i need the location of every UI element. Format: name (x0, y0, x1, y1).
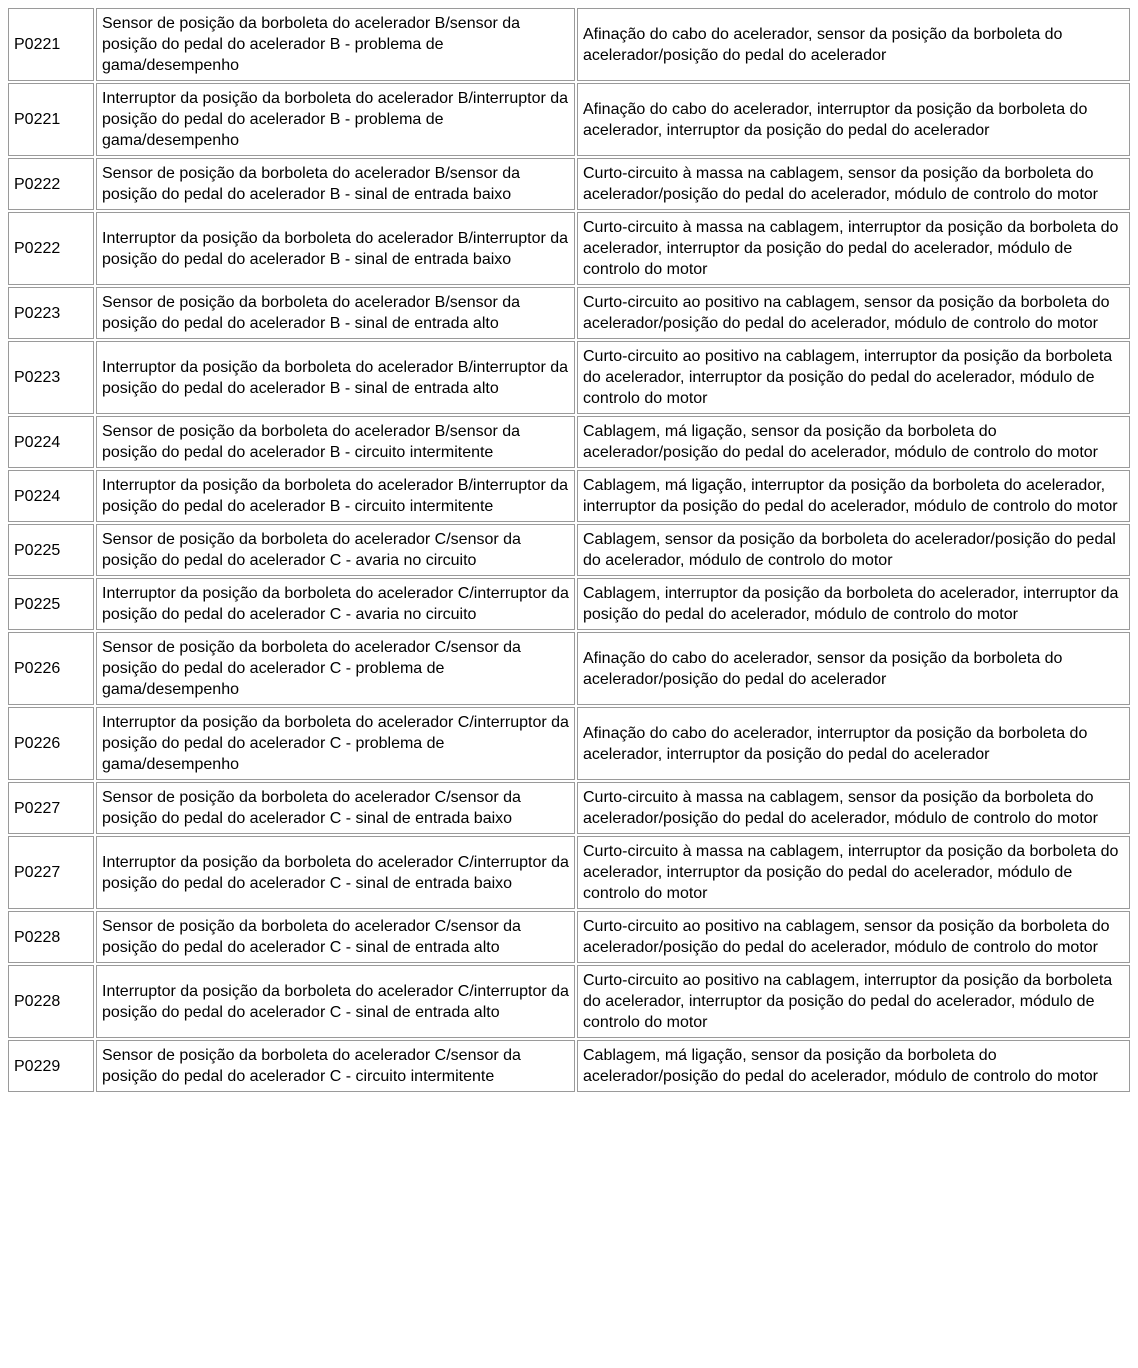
cell-description: Sensor de posição da borboleta do acelerador B/sensor da posição do pedal do acelerador B - sinal de entrada baixo (96, 158, 575, 210)
cell-causes: Curto-circuito à massa na cablagem, sensor da posição da borboleta do acelerador/posição do pedal do acelerador, módulo de controlo do motor (577, 782, 1130, 834)
table-row (8, 287, 1130, 339)
cell-causes: Cablagem, má ligação, sensor da posição da borboleta do acelerador/posição do pedal do acelerador, módulo de controlo do motor (577, 416, 1130, 468)
table-row (8, 707, 1130, 780)
cell-code: P0226 (8, 707, 94, 780)
cell-description: Sensor de posição da borboleta do acelerador C/sensor da posição do pedal do acelerador C - problema de gama/desempenho (96, 632, 575, 705)
cell-description: Sensor de posição da borboleta do acelerador B/sensor da posição do pedal do acelerador B - problema de gama/desempenho (96, 8, 575, 81)
cell-causes: Curto-circuito à massa na cablagem, interruptor da posição da borboleta do acelerador, interruptor da posição do pedal do acelerador, módulo de controlo do motor (577, 212, 1130, 285)
cell-causes: Cablagem, má ligação, sensor da posição da borboleta do acelerador/posição do pedal do acelerador, módulo de controlo do motor (577, 1040, 1130, 1092)
cell-code: P0222 (8, 158, 94, 210)
cell-code: P0223 (8, 341, 94, 414)
table-row (8, 416, 1130, 468)
table-row (8, 470, 1130, 522)
cell-code: P0221 (8, 83, 94, 156)
cell-code: P0228 (8, 965, 94, 1038)
cell-causes: Curto-circuito ao positivo na cablagem, sensor da posição da borboleta do acelerador/posição do pedal do acelerador, módulo de controlo do motor (577, 287, 1130, 339)
cell-code: P0228 (8, 911, 94, 963)
table-row (8, 212, 1130, 285)
cell-causes: Cablagem, sensor da posição da borboleta do acelerador/posição do pedal do acelerador, módulo de controlo do motor (577, 524, 1130, 576)
table-row (8, 632, 1130, 705)
table-row (8, 1040, 1130, 1092)
cell-code: P0221 (8, 8, 94, 81)
cell-code: P0227 (8, 836, 94, 909)
cell-description: Interruptor da posição da borboleta do acelerador B/interruptor da posição do pedal do acelerador B - problema de gama/desempenho (96, 83, 575, 156)
cell-code: P0226 (8, 632, 94, 705)
cell-description: Sensor de posição da borboleta do acelerador C/sensor da posição do pedal do acelerador C - avaria no circuito (96, 524, 575, 576)
cell-description: Interruptor da posição da borboleta do acelerador C/interruptor da posição do pedal do acelerador C - sinal de entrada baixo (96, 836, 575, 909)
table-row (8, 578, 1130, 630)
cell-description: Sensor de posição da borboleta do acelerador B/sensor da posição do pedal do acelerador B - circuito intermitente (96, 416, 575, 468)
cell-description: Interruptor da posição da borboleta do acelerador B/interruptor da posição do pedal do acelerador B - circuito intermitente (96, 470, 575, 522)
table-row (8, 8, 1130, 81)
cell-causes: Afinação do cabo do acelerador, interruptor da posição da borboleta do acelerador, interruptor da posição do pedal do acelerador (577, 83, 1130, 156)
table-row (8, 158, 1130, 210)
cell-description: Interruptor da posição da borboleta do acelerador B/interruptor da posição do pedal do acelerador B - sinal de entrada baixo (96, 212, 575, 285)
cell-code: P0227 (8, 782, 94, 834)
cell-code: P0224 (8, 470, 94, 522)
cell-causes: Curto-circuito ao positivo na cablagem, sensor da posição da borboleta do acelerador/posição do pedal do acelerador, módulo de controlo do motor (577, 911, 1130, 963)
table-row (8, 836, 1130, 909)
cell-description: Sensor de posição da borboleta do acelerador C/sensor da posição do pedal do acelerador C - sinal de entrada alto (96, 911, 575, 963)
cell-code: P0222 (8, 212, 94, 285)
cell-causes: Afinação do cabo do acelerador, interruptor da posição da borboleta do acelerador, interruptor da posição do pedal do acelerador (577, 707, 1130, 780)
table-row (8, 524, 1130, 576)
cell-causes: Afinação do cabo do acelerador, sensor da posição da borboleta do acelerador/posição do pedal do acelerador (577, 8, 1130, 81)
cell-code: P0223 (8, 287, 94, 339)
table-row (8, 965, 1130, 1038)
cell-causes: Afinação do cabo do acelerador, sensor da posição da borboleta do acelerador/posição do pedal do acelerador (577, 632, 1130, 705)
cell-causes: Cablagem, má ligação, interruptor da posição da borboleta do acelerador, interruptor da posição do pedal do acelerador, módulo de controlo do motor (577, 470, 1130, 522)
cell-code: P0225 (8, 524, 94, 576)
table-row (8, 83, 1130, 156)
cell-causes: Curto-circuito ao positivo na cablagem, interruptor da posição da borboleta do acelerador, interruptor da posição do pedal do acelerador, módulo de controlo do motor (577, 341, 1130, 414)
cell-causes: Curto-circuito ao positivo na cablagem, interruptor da posição da borboleta do acelerador, interruptor da posição do pedal do acelerador, módulo de controlo do motor (577, 965, 1130, 1038)
cell-causes: Curto-circuito à massa na cablagem, interruptor da posição da borboleta do acelerador, interruptor da posição do pedal do acelerador, módulo de controlo do motor (577, 836, 1130, 909)
cell-code: P0224 (8, 416, 94, 468)
cell-description: Sensor de posição da borboleta do acelerador C/sensor da posição do pedal do acelerador C - circuito intermitente (96, 1040, 575, 1092)
table-row (8, 341, 1130, 414)
cell-description: Interruptor da posição da borboleta do acelerador C/interruptor da posição do pedal do acelerador C - sinal de entrada alto (96, 965, 575, 1038)
table-row (8, 911, 1130, 963)
table-row (8, 782, 1130, 834)
cell-description: Sensor de posição da borboleta do acelerador B/sensor da posição do pedal do acelerador B - sinal de entrada alto (96, 287, 575, 339)
cell-description: Interruptor da posição da borboleta do acelerador C/interruptor da posição do pedal do acelerador C - problema de gama/desempenho (96, 707, 575, 780)
cell-causes: Cablagem, interruptor da posição da borboleta do acelerador, interruptor da posição do pedal do acelerador, módulo de controlo do motor (577, 578, 1130, 630)
cell-description: Interruptor da posição da borboleta do acelerador B/interruptor da posição do pedal do acelerador B - sinal de entrada alto (96, 341, 575, 414)
dtc-fault-code-table (6, 6, 1132, 1094)
cell-code: P0225 (8, 578, 94, 630)
cell-causes: Curto-circuito à massa na cablagem, sensor da posição da borboleta do acelerador/posição do pedal do acelerador, módulo de controlo do motor (577, 158, 1130, 210)
cell-code: P0229 (8, 1040, 94, 1092)
cell-description: Sensor de posição da borboleta do acelerador C/sensor da posição do pedal do acelerador C - sinal de entrada baixo (96, 782, 575, 834)
cell-description: Interruptor da posição da borboleta do acelerador C/interruptor da posição do pedal do acelerador C - avaria no circuito (96, 578, 575, 630)
dtc-table-body (8, 8, 1130, 1092)
